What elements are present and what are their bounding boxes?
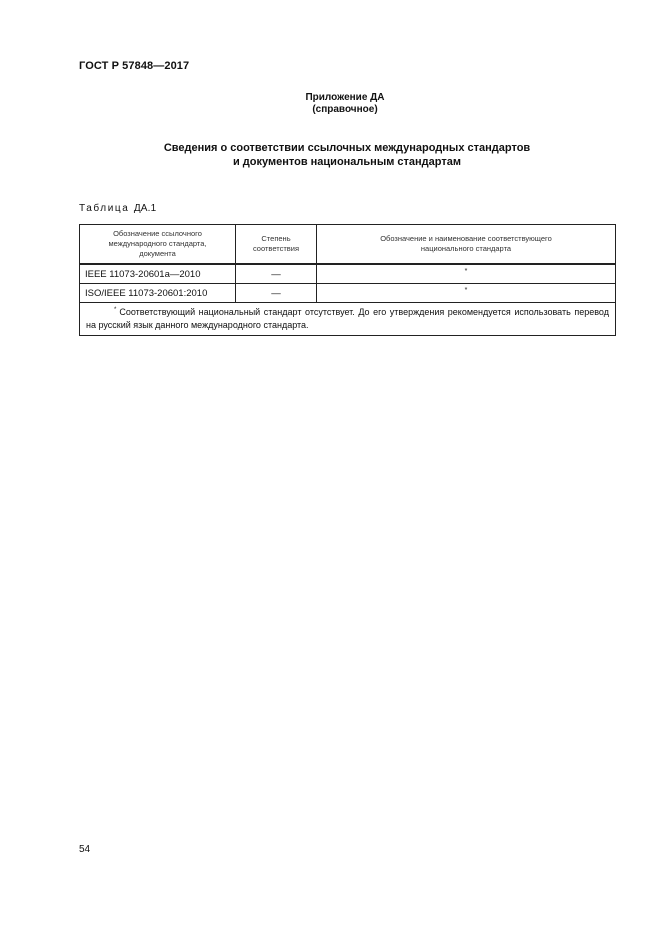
- page-number: 54: [79, 844, 91, 855]
- document-title-line1: Сведения о соответствии ссылочных международных стандартов: [163, 142, 531, 154]
- header-degree: [236, 225, 317, 265]
- header-line: документа: [139, 249, 176, 258]
- table-caption: [79, 203, 156, 214]
- footnote-text: Соответствующий национальный стандарт отсутствует. До его утверждения рекомендуется использовать перевод на русский язык данного международного стандарта.: [86, 307, 609, 330]
- cell-national: *: [317, 264, 616, 284]
- table-header-row: [80, 225, 616, 265]
- header-line: Степень: [261, 234, 291, 243]
- header-line: Обозначение и наименование соответствующего: [380, 234, 552, 243]
- table-footnote-row: [80, 303, 616, 336]
- header-line: Обозначение ссылочного: [113, 229, 202, 238]
- table-caption-number: ДА.1: [133, 203, 157, 214]
- cell-degree: —: [236, 264, 317, 284]
- footnote-mark: *: [114, 307, 117, 313]
- cell-degree: —: [236, 284, 317, 303]
- document-title-line2: и документов национальным стандартам: [232, 156, 461, 168]
- header-line: соответствия: [252, 244, 300, 253]
- cell-standard: ISO/IEEE 11073-20601:2010: [80, 284, 236, 303]
- table-row: [80, 284, 616, 303]
- standard-header: ГОСТ Р 57848—2017: [79, 60, 190, 72]
- header-line: международного стандарта,: [108, 239, 207, 248]
- table-row: [80, 264, 616, 284]
- appendix-title: Приложение ДА: [305, 92, 385, 103]
- header-national-standard: [317, 225, 616, 265]
- cell-national: *: [317, 284, 616, 303]
- header-line: национального стандарта: [420, 244, 512, 253]
- correspondence-table: [79, 224, 616, 336]
- cell-standard: IEEE 11073-20601a—2010: [80, 264, 236, 284]
- appendix-subtitle: (справочное): [312, 104, 378, 115]
- header-international-standard: [80, 225, 236, 265]
- table-footnote: [80, 303, 616, 336]
- document-title: [0, 141, 661, 169]
- table-caption-prefix: Таблица: [79, 203, 130, 214]
